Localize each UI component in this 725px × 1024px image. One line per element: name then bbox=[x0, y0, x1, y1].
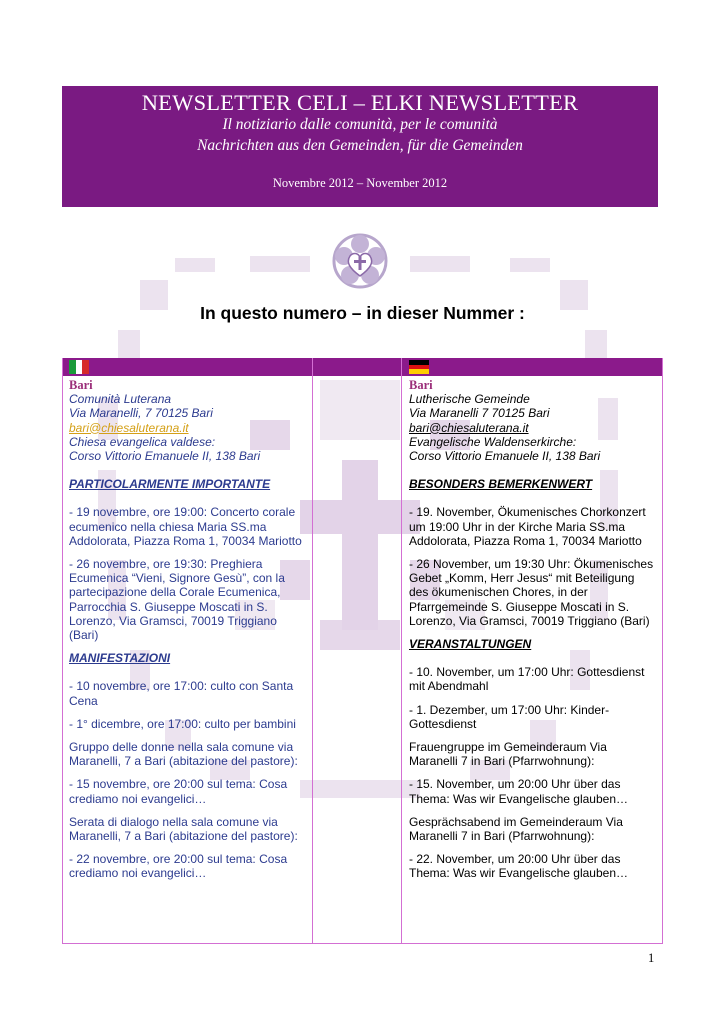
italian-flag-icon bbox=[69, 360, 89, 374]
section-heading-events: VERANSTALTUNGEN bbox=[409, 637, 532, 652]
address-line: Corso Vittorio Emanuele II, 138 Bari bbox=[409, 449, 601, 464]
address-line: Comunità Luterana bbox=[69, 392, 172, 407]
event-item: Frauengruppe im Gemeinderaum Via Maranelli 7 in Bari (Pfarrwohnung): bbox=[409, 740, 607, 769]
event-item: Serata di dialogo nella sala comune via Maranelli, 7 a Bari (abitazione del pastore): bbox=[69, 814, 298, 844]
german-flag-icon bbox=[409, 360, 429, 374]
event-item: - 10. November, um 17:00 Uhr: Gottesdienst mit Abendmahl bbox=[409, 665, 645, 694]
section-heading-important: PARTICOLARMENTE IMPORTANTE bbox=[69, 477, 271, 492]
newsletter-header bbox=[62, 86, 658, 207]
event-item: - 10 novembre, ore 17:00: culto con Santa Cena bbox=[69, 679, 294, 708]
event-item: - 1. Dezember, um 17:00 Uhr: Kinder-Gottesdienst bbox=[409, 702, 610, 731]
address-line: Lutherische Gemeinde bbox=[409, 392, 530, 407]
event-item: - 1° dicembre, ore 17:00: culto per bambini bbox=[69, 716, 296, 731]
page-number: 1 bbox=[648, 951, 655, 965]
event-item: - 15 novembre, ore 20:00 sul tema: Cosa crediamo noi evangelici… bbox=[69, 777, 288, 806]
address-line: Chiesa evangelica valdese: bbox=[69, 434, 216, 449]
german-column bbox=[409, 378, 657, 881]
event-item: Gesprächsabend im Gemeinderaum Via Maranelli 7 in Bari (Pfarrwohnung): bbox=[409, 814, 623, 844]
address-line: Via Maranelli 7 70125 Bari bbox=[409, 406, 550, 421]
city-name: Bari bbox=[69, 378, 93, 392]
event-item: - 26 novembre, ore 19:30: Preghiera Ecumenica “Vieni, Signore Gesù”, con la partecipazione della Corale Ecumenica, Parrocchia S. Giuseppe Moscati in S. Lorenzo, Via Gramsci, 70019 Triggiano (Bari) bbox=[69, 557, 285, 643]
event-item: - 22. November, um 20:00 Uhr über das Thema: Was wir Evangelische glauben… bbox=[409, 852, 628, 881]
table-border-right bbox=[662, 358, 663, 944]
table-divider-1 bbox=[312, 358, 313, 944]
toc-heading: In questo numero – in dieser Nummer : bbox=[200, 303, 525, 323]
table-border-left bbox=[62, 358, 63, 944]
section-heading-important: BESONDERS BEMERKENWERT bbox=[409, 477, 593, 492]
italian-column bbox=[69, 378, 307, 881]
address-line: Corso Vittorio Emanuele II, 138 Bari bbox=[69, 449, 261, 464]
newsletter-title: NEWSLETTER CELI – ELKI NEWSLETTER bbox=[141, 90, 579, 115]
table-border-bottom bbox=[62, 943, 663, 944]
city-name: Bari bbox=[409, 378, 433, 392]
event-item: - 26 November, um 19:30 Uhr: Ökumenisches Gebet „Komm, Herr Jesus“ mit Beteiligung des ökumenischen Chores, in der Pfarrgemeinde S. Giuseppe Moscati in S. Lorenzo, Via Gramsci, 70019 Triggiano (Bari) bbox=[409, 557, 654, 628]
address-line: Via Maranelli, 7 70125 Bari bbox=[69, 406, 213, 421]
table-divider-2 bbox=[401, 358, 402, 944]
subtitle-german: Nachrichten aus den Gemeinden, für die Gemeinden bbox=[197, 137, 523, 154]
event-item: - 22 novembre, ore 20:00 sul tema: Cosa crediamo noi evangelici… bbox=[69, 852, 288, 881]
address-line: Evangelische Waldenserkirche: bbox=[409, 434, 577, 449]
email-link[interactable]: bari@chiesaluterana.it bbox=[69, 420, 189, 435]
event-item: - 19. November, Ökumenisches Chorkonzert um 19:00 Uhr in der Kirche Maria SS.ma Addolorata, Piazza Roma 1, 70034 Mariotto bbox=[409, 505, 646, 548]
section-heading-events: MANIFESTAZIONI bbox=[69, 651, 171, 666]
event-item: Gruppo delle donne nella sala comune via Maranelli, 7 a Bari (abitazione del pastore): bbox=[69, 740, 298, 769]
issue-date: Novembre 2012 – November 2012 bbox=[272, 176, 448, 190]
event-item: - 15. November, um 20:00 Uhr über das Thema: Was wir Evangelische glauben… bbox=[409, 777, 628, 806]
table-header-bar bbox=[62, 358, 663, 376]
subtitle-italian: Il notiziario dalle comunità, per le comunità bbox=[222, 116, 498, 133]
event-item: - 19 novembre, ore 19:00: Concerto corale ecumenico nella chiesa Maria SS.ma Addolorata, Piazza Roma 1, 70034 Mariotto bbox=[69, 505, 302, 548]
luther-rose-logo bbox=[331, 232, 389, 290]
email-link[interactable]: bari@chiesaluterana.it bbox=[409, 420, 529, 435]
